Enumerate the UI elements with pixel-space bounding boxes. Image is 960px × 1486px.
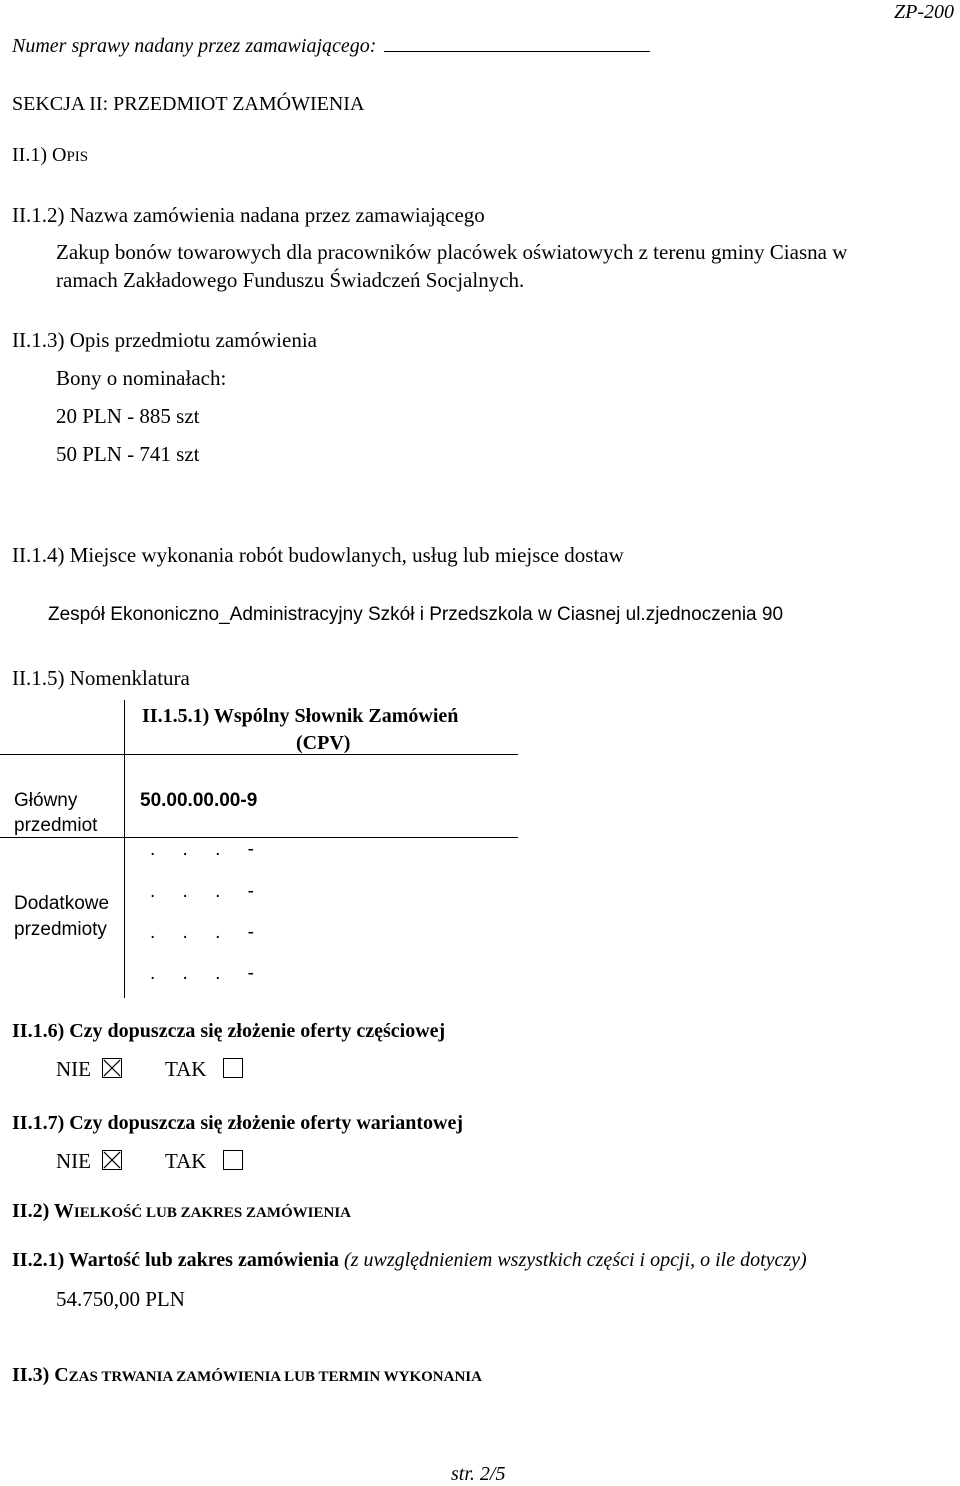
order-name-line-1: Zakup bonów towarowych dla pracowników placówek oświatowych z terenu gminy Ciasna w [56,240,848,264]
subsection-ii1-title: II.1) OPIS [12,144,89,166]
cpv-heading-2: (CPV) [296,732,351,754]
additional-cpv-code[interactable]: . . . - [150,922,265,943]
partial-offer-yes-label: TAK [165,1057,207,1081]
cpv-heading-1: II.1.5.1) Wspólny Słownik Zamówień [142,705,459,727]
partial-offer-yes-checkbox[interactable] [223,1058,243,1078]
main-cpv-code[interactable]: 50.00.00.00-9 [140,790,258,811]
form-code: ZP-200 [894,1,954,23]
ii-1-5-heading: II.1.5) Nomenklatura [12,666,190,690]
description-line-3: 50 PLN - 741 szt [56,442,200,466]
case-number-label: Numer sprawy nadany przez zamawiającego: [12,35,377,57]
order-name-line-2: ramach Zakładowego Funduszu Świadczeń Socjalnych. [56,268,525,292]
partial-offer-no-checkbox[interactable] [102,1058,122,1078]
ii-1-3-heading: II.1.3) Opis przedmiotu zamówienia [12,328,317,352]
ii-1-7-heading: II.1.7) Czy dopuszcza się złożenie oferty wariantowej [12,1112,464,1134]
additional-cpv-code[interactable]: . . . - [150,839,265,860]
case-number-field[interactable] [384,51,650,52]
variant-offer-no-label: NIE [56,1149,91,1173]
delivery-place: Zespół Ekononiczno_Administracyjny Szkół i Przedszkola w Ciasnej ul.zjednoczenia 90 [48,604,784,625]
ii-1-2-heading: II.1.2) Nazwa zamówienia nadana przez zamawiającego [12,203,485,227]
section-title: SEKCJA II: PRZEDMIOT ZAMÓWIENIA [12,93,365,115]
variant-offer-yes-checkbox[interactable] [223,1150,243,1170]
cpv-table-top-rule [0,754,518,755]
additional-cpv-code[interactable]: . . . - [150,881,265,902]
description-line-2: 20 PLN - 885 szt [56,404,200,428]
main-subject-label: Główny przedmiot [14,790,98,836]
order-value: 54.750,00 PLN [56,1287,185,1311]
additional-subjects-label: Dodatkowe przedmioty [14,893,110,940]
subsection-ii2-title: II.2) WIELKOŚĆ LUB ZAKRES ZAMÓWIENIA [12,1200,352,1222]
ii-1-6-heading: II.1.6) Czy dopuszcza się złożenie oferty częściowej [12,1020,446,1042]
checked-cross-icon [103,1059,121,1077]
variant-offer-yes-label: TAK [165,1149,207,1173]
checked-cross-icon [103,1151,121,1169]
additional-cpv-code[interactable]: . . . - [150,963,265,984]
page-number: str. 2/5 [451,1463,506,1485]
partial-offer-no-label: NIE [56,1057,91,1081]
ii-1-4-heading: II.1.4) Miejsce wykonania robót budowlanych, usług lub miejsce dostaw [12,543,624,567]
variant-offer-no-checkbox[interactable] [102,1150,122,1170]
cpv-table-divider [124,700,125,998]
ii-2-1-heading: II.2.1) Wartość lub zakres zamówienia (z uwzględnieniem wszystkich części i opcji, o ile dotyczy) [12,1249,807,1271]
subsection-ii3-title: II.3) CZAS TRWANIA ZAMÓWIENIA LUB TERMIN WYKONANIA [12,1364,482,1386]
description-line-1: Bony o nominałach: [56,366,227,390]
